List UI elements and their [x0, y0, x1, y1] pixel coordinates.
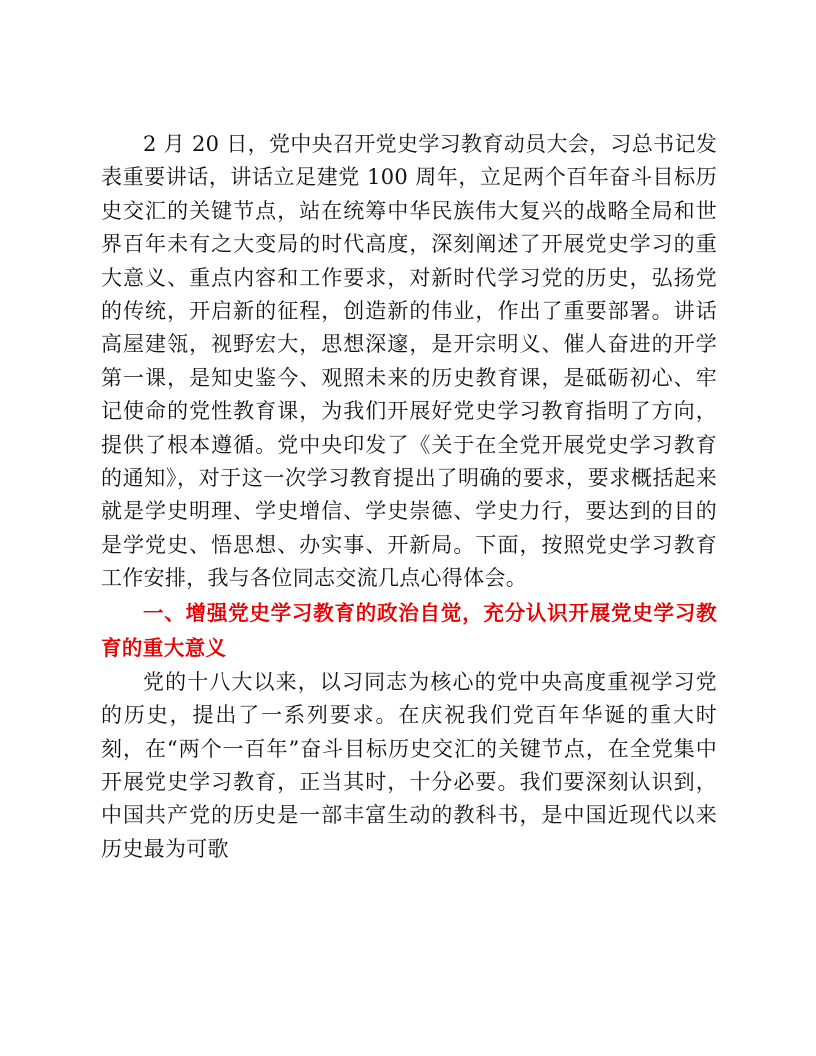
- section-heading-1: 一、增强党史学习教育的政治自觉，充分认识开展党史学习教育的重大意义: [101, 600, 717, 660]
- paragraph-intro: 2 月 20 日，党中央召开党史学习教育动员大会，习总书记发表重要讲话，讲话立足建党 100 周年，立足两个百年奋斗目标历史交汇的关键节点，站在统筹中华民族伟大复兴的战略全局和世界百年未有之大变局的时代高度，深刻阐述了开展党史学习的重大意义、重点内容和工作要求，对新时代学习党的历史，弘扬党的传统，开启新的征程，创造新的伟业，作出了重要部署。讲话高屋建瓴，视野宏大，思想深邃，是开宗明义、催人奋进的开学第一课，是知史鉴今、观照未来的历史教育课，是砥砺初心、牢记使命的党性教育课，为我们开展好党史学习教育指明了方向，提供了根本遵循。党中央印发了《关于在全党开展党史学习教育的通知》，对于这一次学习教育提出了明确的要求，要求概括起来就是学史明理、学史增信、学史崇德、学史力行，要达到的目的是学党史、悟思想、办实事、开新局。下面，按照党史学习教育工作安排，我与各位同志交流几点心得体会。: [101, 132, 717, 591]
- paragraph-section-1: 党的十八大以来，以习同志为核心的党中央高度重视学习党的历史，提出了一系列要求。在庆祝我们党百年华诞的重大时刻，在“两个一百年”奋斗目标历史交汇的关键节点，在全党集中开展党史学习教育，正当其时，十分必要。我们要深刻认识到，中国共产党的历史是一部丰富生动的教科书，是中国近现代以来历史最为可歌: [101, 669, 717, 861]
- document-body: [101, 128, 717, 866]
